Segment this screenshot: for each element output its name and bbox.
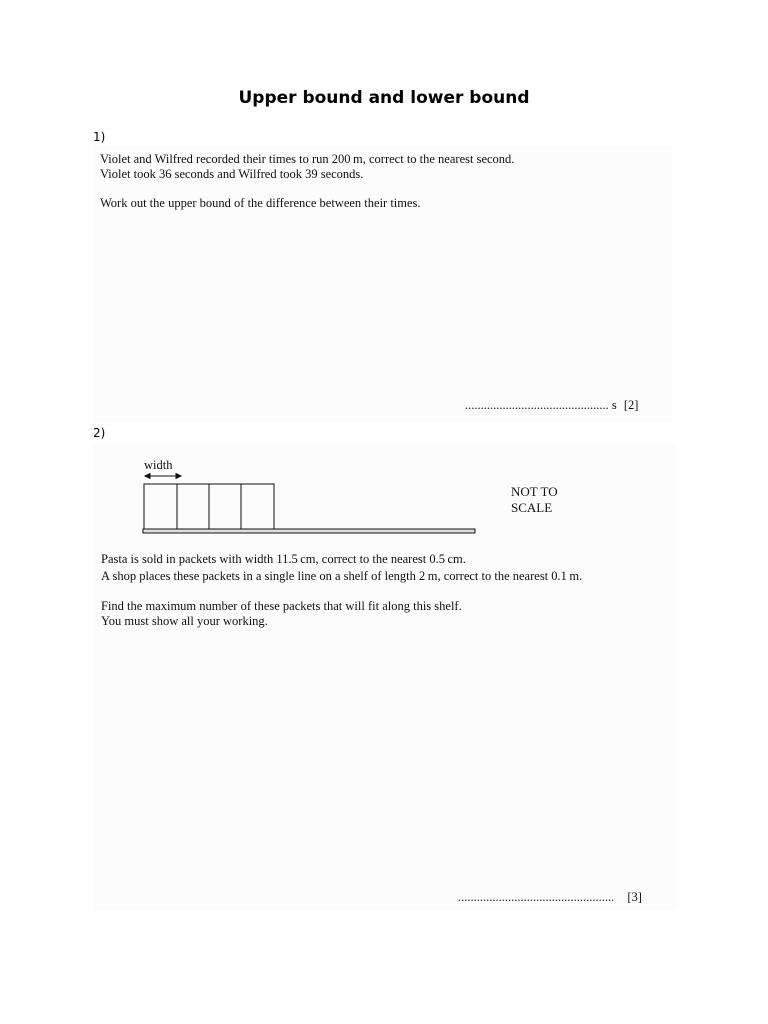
diagram-width-label: width (144, 458, 173, 472)
question-1-number: 1) (93, 130, 106, 144)
question-2-line-3: Find the maximum number of these packets that will fit along this shelf. (101, 599, 462, 613)
question-2-line-1: Pasta is sold in packets with width 11.5 cm, correct to the nearest 0.5 cm. (101, 552, 466, 566)
question-2-panel (93, 444, 677, 910)
question-2-answer-line (458, 890, 642, 905)
question-1-answer-dots: .............................................. (465, 398, 609, 412)
question-2-line-2: A shop places these packets in a single line on a shelf of length 2 m, correct to the nearest 0.1 m. (101, 569, 583, 583)
pasta-packet (241, 484, 274, 529)
question-2-line-4: You must show all your working. (101, 614, 268, 628)
question-1-answer-line (465, 398, 638, 413)
diagram-scale-note (511, 484, 558, 516)
question-1-line-3: Work out the upper bound of the difference between their times. (100, 196, 421, 210)
pasta-packet (144, 484, 177, 529)
page-title: Upper bound and lower bound (238, 88, 530, 108)
question-1-marks: [2] (623, 398, 639, 412)
question-2-number: 2) (93, 426, 106, 440)
shelf-diagram (137, 454, 482, 536)
question-1-line-1: Violet and Wilfred recorded their times to run 200 m, correct to the nearest second. (100, 152, 515, 166)
pasta-packet (177, 484, 209, 529)
scale-note-line-1: NOT TO (511, 484, 558, 499)
width-arrow-icon (145, 474, 181, 479)
shelf (143, 529, 475, 533)
question-1-panel (93, 146, 673, 422)
question-2-marks: [3] (627, 890, 642, 904)
scale-note-line-2: SCALE (511, 500, 553, 515)
question-2-answer-dots: .................................................. (458, 890, 615, 904)
question-1-line-2: Violet took 36 seconds and Wilfred took 39 seconds. (100, 167, 364, 181)
question-1-answer-unit: s (611, 398, 617, 412)
pasta-packet (209, 484, 241, 529)
